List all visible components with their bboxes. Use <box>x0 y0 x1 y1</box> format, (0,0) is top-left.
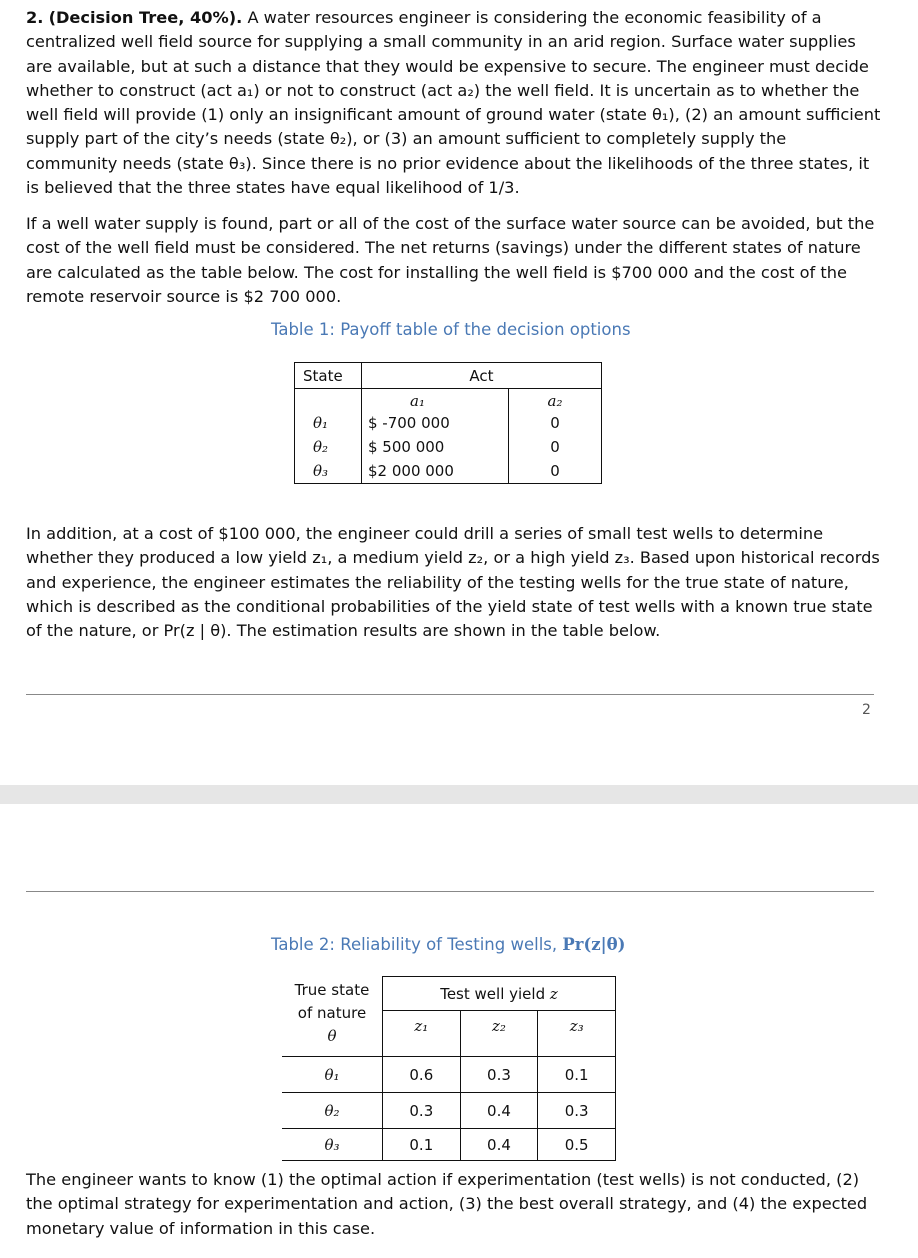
test-well-description: In addition, at a cost of $100 000, the engineer could drill a series of small test wells to determine whether they produced a low yield z₁, a medium yield z₂, or a high yield z₃. Based upon historical records and experience, the engineer estimates the reliability of the testing wells for the true state of nature, which is described as the conditional probabilities of the yield state of test wells with a known true state of the nature, or Pr(z | θ). The estimation results are shown in the table below. <box>26 524 880 641</box>
question-heading: (Decision Tree, 40%). <box>48 8 243 27</box>
question-number: 2. <box>26 8 44 27</box>
cell-value: 0.3 <box>383 1093 461 1129</box>
table-row <box>282 1129 616 1161</box>
cell-value: 0.4 <box>460 1129 538 1161</box>
row-state: θ₂ <box>282 1093 383 1129</box>
state-header: State <box>295 363 362 389</box>
act-a1-column <box>362 389 509 484</box>
act-header: Act <box>362 363 602 389</box>
a1-theta2-value: $ 500 000 <box>368 438 445 456</box>
reliability-table <box>282 976 616 1161</box>
table-row <box>282 1093 616 1129</box>
table1-caption: Table 1: Payoff table of the decision options <box>271 320 631 339</box>
cell-value: 0.1 <box>383 1129 461 1161</box>
a1-theta3-value: $2 000 000 <box>368 462 454 480</box>
state-theta2: θ₂ <box>313 438 329 456</box>
problem-statement <box>26 6 882 200</box>
a1-theta1-value: $ -700 000 <box>368 414 450 432</box>
cell-value: 0.5 <box>538 1129 616 1161</box>
act-a2-column <box>509 389 602 484</box>
a2-theta2-value: 0 <box>550 438 560 456</box>
page-number: 2 <box>862 702 871 718</box>
yield-header-label: Test well yield <box>440 984 550 1003</box>
payoff-description: If a well water supply is found, part or all of the cost of the surface water source can be avoided, but the cost of the well field must be considered. The net returns (savings) under the different states of nature are calculated as the table below. The cost for installing the well field is $700 000 and the cost of the remote reservoir source is $2 700 000. <box>26 214 875 306</box>
state-theta3: θ₃ <box>313 462 329 480</box>
table2-caption <box>271 935 625 954</box>
row-state: θ₁ <box>282 1057 383 1093</box>
true-state-label: True state of nature <box>294 980 370 1022</box>
table2-caption-math: Pr(z|θ) <box>562 935 626 954</box>
table2-caption-text: Table 2: Reliability of Testing wells, <box>271 935 563 954</box>
problem-text: A water resources engineer is considering the economic feasibility of a centralized well field source for supplying a small community in an arid region. Surface water supplies are available, but at such a distance that they would be expensive to secure. The engineer must decide whether to construct (act a₁) or not to construct (act a₂) the well field. It is uncertain as to whether the well field will provide (1) only an insignificant amount of ground water (state θ₁), (2) an amount sufficient supply part of the city’s needs (state θ₂), or (3) an amount sufficient to completely supply the community needs (state θ₃). Since there is no prior evidence about the likelihoods of the three states, it is believed that the three states have equal likelihood of 1/3. <box>26 8 881 198</box>
yield-header <box>383 977 616 1011</box>
page-gap <box>0 785 918 804</box>
state-column <box>295 389 362 484</box>
true-state-header <box>282 977 383 1057</box>
questions-paragraph: The engineer wants to know (1) the optimal action if experimentation (test wells) is not conducted, (2) the optimal strategy for experimentation and action, (3) the best overall strategy, and (4) the expected monetary value of information in this case. <box>26 1170 868 1238</box>
a2-theta3-value: 0 <box>550 462 560 480</box>
yield-z1: z₁ <box>383 1011 461 1057</box>
page-header-rule <box>26 891 874 892</box>
cell-value: 0.1 <box>538 1057 616 1093</box>
cell-value: 0.4 <box>460 1093 538 1129</box>
state-theta1: θ₁ <box>313 414 329 432</box>
act-a1-label: a₁ <box>410 392 425 410</box>
page-footer-rule <box>26 694 874 695</box>
yield-symbol: z <box>549 984 558 1003</box>
cell-value: 0.3 <box>460 1057 538 1093</box>
a2-theta1-value: 0 <box>550 414 560 432</box>
act-a2-label: a₂ <box>547 392 563 410</box>
cell-value: 0.6 <box>383 1057 461 1093</box>
table-row <box>282 1057 616 1093</box>
yield-z3: z₃ <box>538 1011 616 1057</box>
theta-symbol: θ <box>327 1026 337 1045</box>
payoff-table <box>294 362 602 484</box>
row-state: θ₃ <box>282 1129 383 1161</box>
yield-z2: z₂ <box>460 1011 538 1057</box>
cell-value: 0.3 <box>538 1093 616 1129</box>
